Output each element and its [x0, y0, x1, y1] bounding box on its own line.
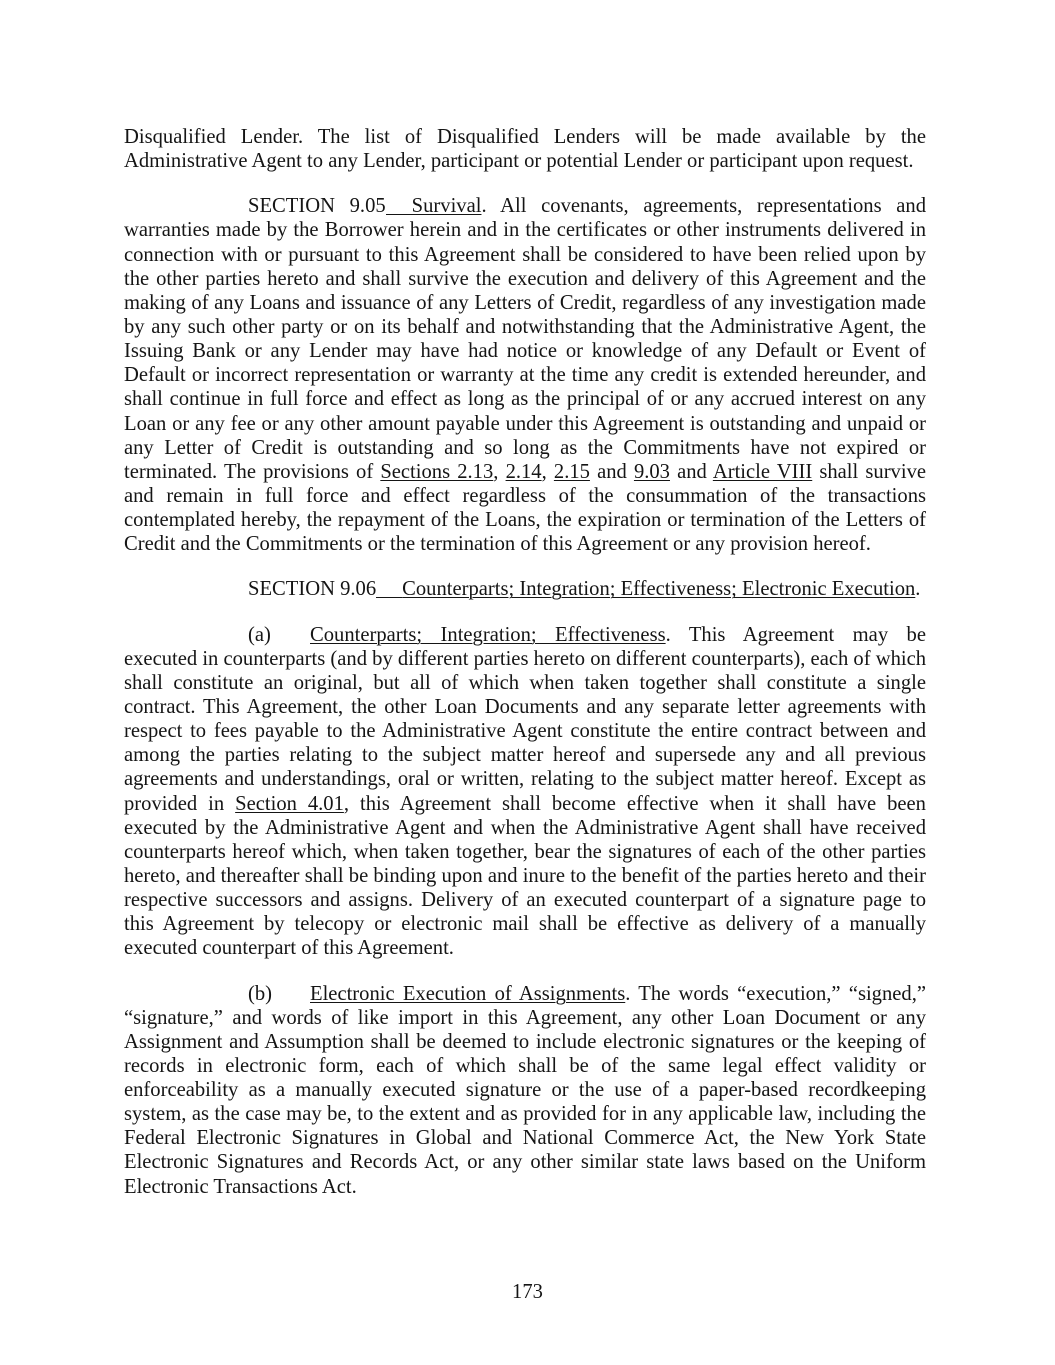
text-line: Federal Electronic Signatures in Global and National Commerce Act, the New York State: [124, 1127, 926, 1150]
text-line: this Agreement by telecopy or electronic mail shall be effective as delivery of a manually: [124, 913, 926, 936]
text-line: system, as the case may be, to the extent and as provided for in any applicable law, including the: [124, 1103, 926, 1126]
cross-reference: Article VIII: [712, 460, 813, 483]
heading-tab-underline: [386, 214, 412, 215]
clause-label: (b): [248, 982, 273, 1005]
text-line: contract. This Agreement, the other Loan Documents and any separate letter agreements with: [124, 695, 926, 718]
text-run: ,: [541, 460, 554, 483]
cross-reference: 2.15: [553, 460, 590, 483]
text-line: executed counterpart of this Agreement.: [124, 937, 454, 960]
text-line: connection with or pursuant to this Agreement shall be considered to have been relied upon by: [124, 243, 926, 266]
text-line: Disqualified Lender. The list of Disqualified Lenders will be made available by the: [124, 126, 926, 148]
text-run: and: [669, 460, 713, 483]
text-line: agreements and understandings, oral or written, relating to the subject matter hereof. Except as: [124, 768, 926, 791]
text-line: and remain in full force and effect regardless of the consummation of the transactions: [124, 484, 926, 507]
section-heading: Survival: [411, 195, 482, 218]
document-body: [124, 125, 926, 1199]
clause-heading: Counterparts; Integration; Effectiveness: [310, 623, 666, 646]
text-run: provided in: [124, 792, 236, 815]
text-run: . The words “execution,” “signed,”: [625, 982, 927, 1005]
text-line-with-references: [124, 460, 926, 484]
text-line: counterparts hereof which, when taken together, bear the signatures of each of the other parties: [124, 840, 926, 863]
text-line: by any such other party or on its behalf and notwithstanding that the Administrative Agent, the: [124, 315, 926, 338]
clause-label: (a): [248, 623, 271, 646]
text-line: Administrative Agent to any Lender, participant or potential Lender or participant upon request.: [124, 150, 914, 173]
section-heading: Counterparts; Integration; Effectiveness; Electronic Execution: [402, 578, 916, 601]
text-line: respect to fees payable to the Administrative Agent constitute the entire contract between and: [124, 720, 926, 743]
text-line: Issuing Bank or any Lender may have had notice or knowledge of any Default or Event of: [124, 340, 926, 363]
heading-tab-underline: [376, 597, 402, 598]
text-run: ,: [493, 460, 506, 483]
text-line: “signature,” and words of like import in this Agreement, any other Loan Document or any: [124, 1006, 926, 1029]
text-line: executed by the Administrative Agent and when the Administrative Agent shall have received: [124, 816, 926, 839]
text-line: executed in counterparts (and by different parties hereto on different counterparts), each of which: [124, 647, 927, 670]
text-line: respective successors and assigns. Delivery of an executed counterpart of a signature page to: [124, 889, 926, 912]
section-number: SECTION 9.05: [248, 195, 386, 218]
text-line: Loan or any fee or any other amount payable under this Agreement is outstanding and unpaid or: [124, 412, 926, 435]
text-line: shall continue in full force and effect as long as the principal of or any accrued interest on any: [124, 388, 926, 411]
text-line: Assignment and Assumption shall be deemed to include electronic signatures or the keeping of: [124, 1030, 926, 1053]
section-9-06-heading: [124, 577, 926, 601]
text-line: enforceability as a manually executed signature or the use of a paper-based recordkeeping: [124, 1079, 926, 1102]
text-line: Default or incorrect representation or warranty at the time any credit is extended hereunder, and: [124, 364, 926, 387]
cross-reference: Sections 2.13: [380, 460, 494, 483]
text-run: . All covenants, agreements, representations and: [481, 195, 926, 218]
clause-heading: Electronic Execution of Assignments: [310, 982, 626, 1005]
cross-reference: 9.03: [633, 460, 670, 483]
text-run: shall survive: [812, 460, 927, 483]
section-number: SECTION 9.06: [248, 578, 377, 601]
text-run: . This Agreement may be: [665, 623, 926, 646]
text-line-with-references: [124, 792, 926, 816]
paragraph-disqualified-lenders: [124, 125, 926, 173]
text-run: .: [915, 578, 921, 601]
cross-reference: 2.14: [505, 460, 542, 483]
text-line: hereto, and thereafter shall be binding upon and inure to the benefit of the parties hereto and their: [124, 864, 926, 887]
cross-reference: Section 4.01: [235, 792, 344, 815]
clause-a: [124, 623, 926, 961]
text-line: Electronic Transactions Act.: [124, 1175, 357, 1198]
text-line: any Letter of Credit is outstanding and so long as the Commitments have not expired or: [124, 436, 926, 459]
clause-b-first-line: [124, 982, 926, 1006]
text-run: terminated. The provisions of: [124, 460, 381, 483]
text-line: the other parties hereto and shall survive the execution and delivery of this Agreement and the: [124, 267, 926, 290]
text-line: among the parties relating to the subject matter hereof and supersede any and all previous: [124, 744, 926, 767]
text-line: warranties made by the Borrower herein and in the certificates or other instruments delivered in: [124, 219, 926, 242]
text-run: and: [589, 460, 634, 483]
section-9-06-heading-line: [124, 577, 926, 601]
clause-b: [124, 982, 926, 1199]
clause-a-first-line: [124, 623, 926, 647]
text-line: Credit and the Commitments or the termination of this Agreement or any provision hereof.: [124, 533, 871, 556]
section-9-05-first-line: [124, 194, 926, 218]
section-9-05: [124, 194, 926, 556]
text-run: , this Agreement shall become effective when it shall have been: [343, 792, 926, 815]
text-line: shall constitute an original, but all of which when taken together shall constitute a single: [124, 671, 926, 694]
text-line: Electronic Signatures and Records Act, or any other similar state laws based on the Uniform: [124, 1151, 926, 1174]
text-line: contemplated hereby, the repayment of the Loans, the expiration or termination of the Letters of: [124, 509, 926, 532]
text-line: making of any Loans and issuance of any Letters of Credit, regardless of any investigation made: [124, 291, 926, 314]
text-line: records in electronic form, each of which shall be of the same legal effect validity or: [124, 1054, 926, 1077]
page-number: 173: [512, 1281, 543, 1303]
